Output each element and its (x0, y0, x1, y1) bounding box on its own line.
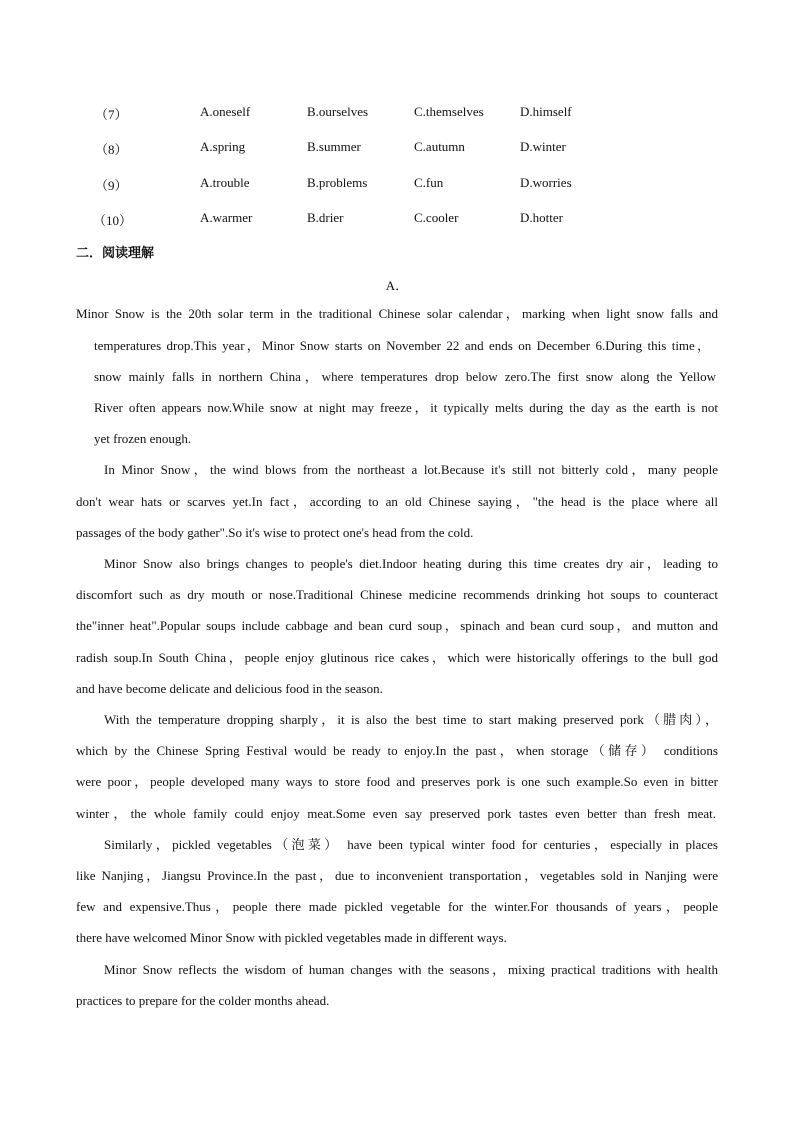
option-a: A.spring (200, 139, 246, 154)
option-row-10 (0, 210, 794, 230)
passage-line: River often appears now.While snow at night may freeze，it typically melts during the day as the earth is not (94, 400, 718, 415)
option-b: B.ourselves (307, 104, 369, 119)
passage-line: there have welcomed Minor Snow with pickled vegetables made in different ways. (76, 930, 507, 945)
question-number: （9） (95, 178, 128, 193)
passage-line: passages of the body gather".So it's wise to protect one's head from the cold. (76, 525, 474, 540)
passage-line: were poor，people developed many ways to store food and preserves pork is one such example.So even in bitter (76, 774, 718, 789)
passage-line: temperatures drop.This year，Minor Snow starts on November 22 and ends on December 6.During this time， (94, 338, 710, 353)
question-number: （10） (93, 213, 133, 228)
option-c: C.cooler (414, 210, 459, 225)
passage-line: the"inner heat".Popular soups include cabbage and bean curd soup，spinach and bean curd soup，and mutton and (76, 618, 718, 633)
passage-line: Minor Snow reflects the wisdom of human changes with the seasons，mixing practical traditions with health (104, 962, 718, 977)
option-row-9 (0, 175, 794, 195)
section-heading: 二．阅读理解 (76, 246, 155, 261)
passage-line: discomfort such as dry mouth or nose.Traditional Chinese medicine recommends drinking hot soups to counteract (76, 587, 718, 602)
passage-line: Minor Snow is the 20th solar term in the traditional Chinese solar calendar，marking when light snow falls and (76, 306, 718, 321)
option-c: C.fun (414, 175, 444, 190)
option-a: A.trouble (200, 175, 250, 190)
option-row-7 (0, 104, 794, 124)
passage-line: radish soup.In South China，people enjoy glutinous rice cakes，which were historically offerings to the bull god (76, 650, 718, 665)
passage-line: Minor Snow also brings changes to people's diet.Indoor heating during this time creates dry air，leading to (104, 556, 718, 571)
option-d: D.worries (520, 175, 572, 190)
option-d: D.winter (520, 139, 566, 154)
passage-line: don't wear hats or scarves yet.In fact，according to an old Chinese saying，"the head is the place where all (76, 494, 718, 509)
passage-line: and have become delicate and delicious food in the season. (76, 681, 383, 696)
passage-line: In Minor Snow，the wind blows from the northeast a lot.Because it's still not bitterly cold，many people (104, 462, 718, 477)
option-c: C.themselves (414, 104, 484, 119)
passage-line: yet frozen enough. (94, 431, 192, 446)
passage-line: winter，the whole family could enjoy meat.Some even say preserved pork tastes even better than fresh meat. (76, 806, 716, 821)
passage-line: few and expensive.Thus，people there made pickled vegetable for the winter.For thousands of years，people (76, 899, 718, 914)
option-a: A.oneself (200, 104, 251, 119)
option-b: B.drier (307, 210, 344, 225)
passage-line: With the temperature dropping sharply，it is also the best time to start making preserved pork（腊肉）， (104, 712, 718, 727)
option-c: C.autumn (414, 139, 465, 154)
question-number: （7） (95, 107, 128, 122)
passage-line: practices to prepare for the colder months ahead. (76, 993, 330, 1008)
option-row-8 (0, 139, 794, 159)
option-d: D.hotter (520, 210, 563, 225)
option-b: B.problems (307, 175, 368, 190)
passage-line: Similarly，pickled vegetables（泡菜） have been typical winter food for centuries，especially in places (104, 837, 718, 852)
passage-line: snow mainly falls in northern China，where temperatures drop below zero.The first snow along the Yellow (94, 369, 716, 384)
option-b: B.summer (307, 139, 361, 154)
passage-line: like Nanjing，Jiangsu Province.In the past，due to inconvenient transportation，vegetables sold in Nanjing were (76, 868, 718, 883)
passage-line: which by the Chinese Spring Festival would be ready to enjoy.In the past，when storage（储存） conditions (76, 743, 718, 758)
option-a: A.warmer (200, 210, 253, 225)
passage-title: A． (385, 278, 409, 293)
question-number: （8） (95, 142, 128, 157)
option-d: D.himself (520, 104, 572, 119)
